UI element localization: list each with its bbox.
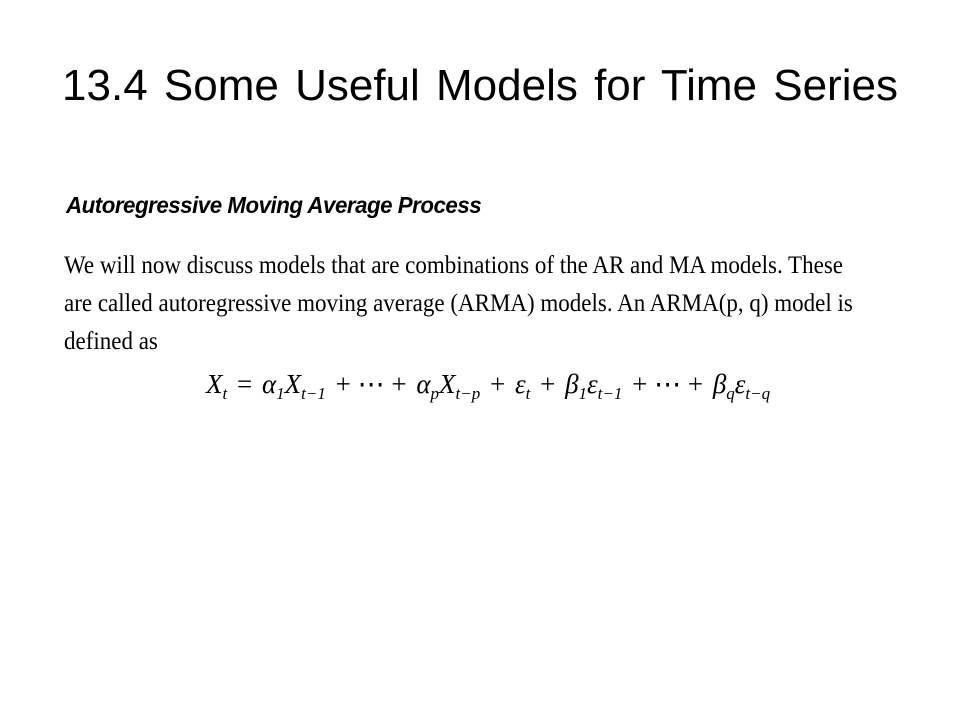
- paragraph-line: We will now discuss models that are combinations of the AR and MA models. These: [64, 252, 843, 279]
- body-paragraph: [64, 247, 910, 361]
- slide-title: 13.4 Some Useful Models for Time Series: [62, 61, 898, 111]
- paragraph-line: defined as: [64, 328, 158, 355]
- paragraph-line: are called autoregressive moving average (ARMA) models. An ARMA(p, q) model is: [64, 290, 853, 317]
- scanned-textbook-excerpt: [62, 192, 922, 404]
- arma-equation: $X_t = \alpha_1X_{t-1}$ + ⋯ + $\alpha_pX_{t-p} + \varepsilon_t + \beta_1\varepsilon_{t-1}$ + ⋯ + $\beta_q\varepsilon_{t-q}$: [206, 369, 771, 403]
- section-heading: Autoregressive Moving Average Process: [66, 192, 482, 218]
